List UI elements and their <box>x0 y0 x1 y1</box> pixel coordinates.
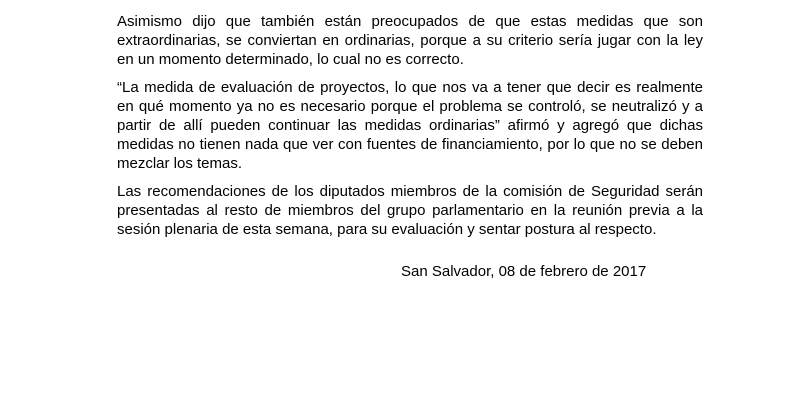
place-date-line: San Salvador, 08 de febrero de 2017 <box>401 263 647 280</box>
paragraph-recommendations: Las recomendaciones de los diputados miembros de la comisión de Seguridad serán presentadas al resto de miembros del grupo parlamentario en la reunión previa a la sesión plenaria de esta semana, para su evaluación y sentar postura al respecto. <box>117 183 703 238</box>
paragraph-quote: “La medida de evaluación de proyectos, lo que nos va a tener que decir es realmente en qué momento ya no es necesario porque el problema se controló, se neutralizó y a partir de allí pueden continuar las medidas ordinarias” afirmó y agregó que dichas medidas no tienen nada que ver con fuentes de financiamiento, por lo que no se deben mezclar los temas. <box>117 79 703 172</box>
paragraph-concerns: Asimismo dijo que también están preocupados de que estas medidas que son extraordinarias, se conviertan en ordinarias, porque a su criterio sería jugar con la ley en un momento determinado, lo cual no es correcto. <box>117 13 703 68</box>
